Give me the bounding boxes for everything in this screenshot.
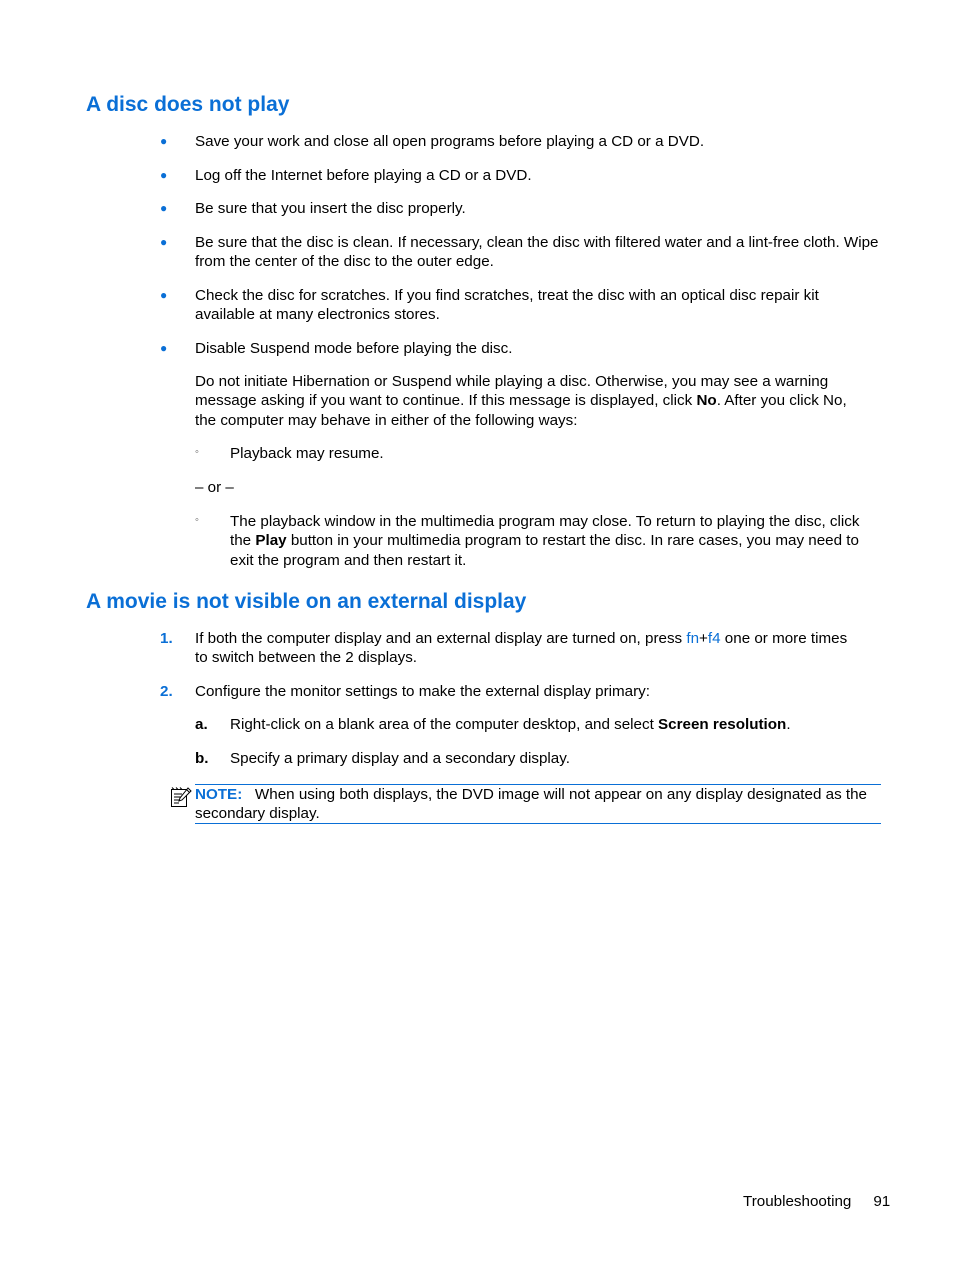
circle-bullet-icon: ◦ — [195, 514, 199, 526]
list-item-text: Save your work and close all open programs before playing a CD or a DVD. — [195, 133, 705, 150]
list-item-text: Be sure that you insert the disc properly. — [195, 200, 466, 217]
or-separator: – or – — [195, 479, 234, 496]
heading-disc-not-play: A disc does not play — [86, 93, 290, 116]
hibernation-paragraph: Do not initiate Hibernation or Suspend while playing a disc. Otherwise, you may see a warning message asking if you want to continue. If this message is displayed, click No. After you click No, the computer may behave in either of the following ways: — [195, 373, 847, 429]
step-text: Configure the monitor settings to make the external display primary: — [195, 683, 650, 700]
sub-list-item-text: Playback may resume. — [230, 445, 384, 462]
circle-bullet-icon: ◦ — [195, 446, 199, 458]
bullet-icon: ● — [160, 168, 168, 182]
f4-key-link[interactable]: f4 — [707, 630, 721, 647]
note-pencil-icon — [170, 785, 192, 809]
note-label: NOTE: — [195, 786, 243, 803]
list-item-text: Disable Suspend mode before playing the disc. — [195, 340, 513, 357]
list-item-text: Log off the Internet before playing a CD or a DVD. — [195, 167, 532, 184]
note-callout — [195, 784, 881, 824]
fn-key-link[interactable]: fn — [686, 630, 700, 647]
bullet-icon: ● — [160, 288, 168, 302]
list-item-text: Be sure that the disc is clean. If necessary, clean the disc with filtered water and a lint-free cloth. Wipe from the center of the disc to the outer edge. — [195, 234, 879, 271]
page-footer — [743, 1192, 890, 1211]
bullet-icon: ● — [160, 235, 168, 249]
heading-movie-not-visible: A movie is not visible on an external display — [86, 590, 527, 613]
sub-step-text: Specify a primary display and a secondary display. — [230, 750, 570, 767]
sub-step-text: Right-click on a blank area of the computer desktop, and select Screen resolution. — [230, 716, 791, 733]
list-item-text: Check the disc for scratches. If you find scratches, treat the disc with an optical disc repair kit available at many electronics stores. — [195, 287, 819, 324]
sub-list-item-text: The playback window in the multimedia program may close. To return to playing the disc, click the Play button in your multimedia program to restart the disc. In rare cases, you may need to exit the program and then restart it. — [230, 513, 860, 569]
footer-section-title: Troubleshooting — [743, 1193, 852, 1210]
play-button-ref: Play — [255, 532, 287, 550]
bullet-icon: ● — [160, 341, 168, 355]
step-number: 1. — [160, 630, 173, 647]
page-number: 91 — [873, 1193, 891, 1210]
no-option: No — [696, 392, 717, 410]
note-text: When using both displays, the DVD image will not appear on any display designated as the secondary display. — [195, 786, 868, 823]
sub-step-label: b. — [195, 750, 209, 767]
screen-resolution-option: Screen resolution — [658, 716, 787, 733]
bullet-icon: ● — [160, 134, 168, 148]
bullet-icon: ● — [160, 201, 168, 215]
sub-step-label: a. — [195, 716, 208, 733]
step-number: 2. — [160, 683, 173, 700]
step-text: If both the computer display and an external display are turned on, press fn+f4 one or more times to switch between the 2 displays. — [195, 630, 848, 667]
